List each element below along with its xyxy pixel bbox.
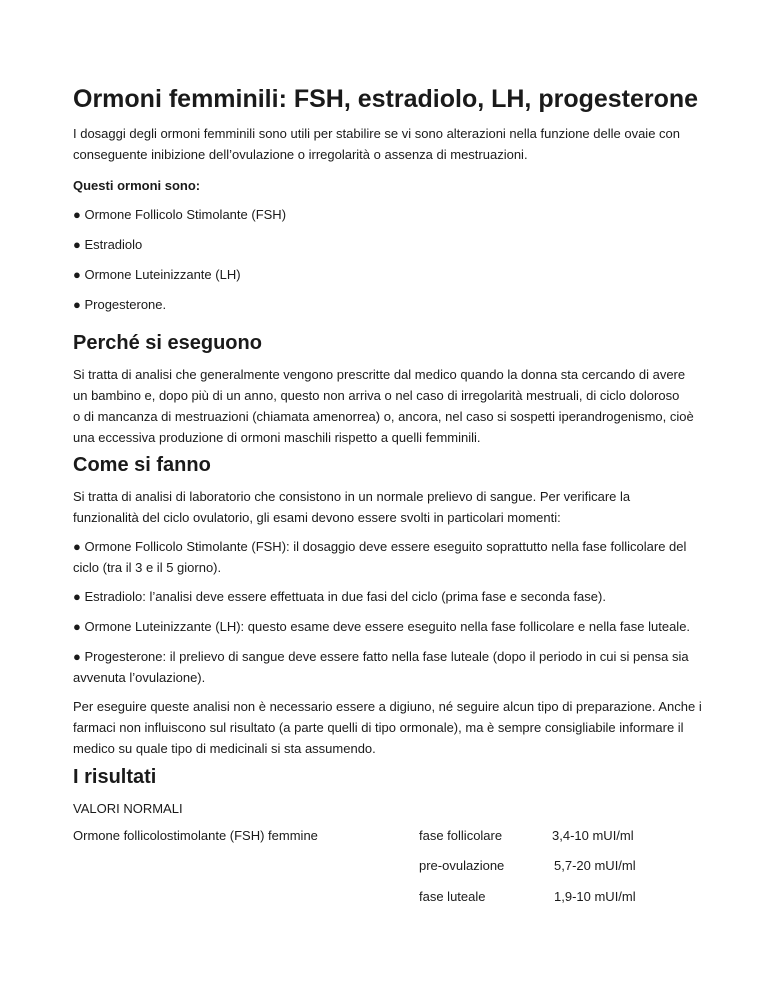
paragraph-line: o di mancanza di mestruazioni (chiamata amenorrea) o, ancora, nel caso si sospetti iperandrogenismo, cioè <box>73 409 694 424</box>
intro-line: I dosaggi degli ormoni femminili sono utili per stabilire se vi sono alterazioni nella funzione delle ovaie con <box>73 126 681 141</box>
hormones-heading: Questi ormoni sono: <box>73 178 201 193</box>
how-outro-paragraph <box>73 696 703 759</box>
paragraph-line: Si tratta di analisi di laboratorio che consistono in un normale prelievo di sangue. Per verificare la <box>73 489 631 504</box>
paragraph-line: ● Progesterone: il prelievo di sangue deve essere fatto nella fase luteale (dopo il periodo in cui si pensa sia <box>73 649 689 664</box>
paragraph-line: medico su quale tipo di medicinali si sta assumendo. <box>73 741 376 756</box>
results-phase: fase follicolare <box>419 828 503 843</box>
how-list-item-fsh <box>73 536 703 578</box>
hormone-list-item: ● Progesterone. <box>73 297 167 312</box>
section-heading-results: I risultati <box>73 766 157 788</box>
hormone-list-item: ● Ormone Follicolo Stimolante (FSH) <box>73 207 287 222</box>
how-list-item-lh: ● Ormone Luteinizzante (LH): questo esame deve essere eseguito nella fase follicolare e nella fase luteale. <box>73 619 691 634</box>
hormone-list-item: ● Estradiolo <box>73 237 143 252</box>
how-intro-paragraph <box>73 486 703 528</box>
paragraph-line: farmaci non influiscono sul risultato (a parte quelli di tipo ormonale), ma è sempre consigliabile informare il <box>73 720 684 735</box>
page-title: Ormoni femminili: FSH, estradiolo, LH, progesterone <box>73 85 699 113</box>
paragraph-line: Per eseguire queste analisi non è necessario essere a digiuno, né seguire alcun tipo di preparazione. Anche i <box>73 699 702 714</box>
paragraph-line: Si tratta di analisi che generalmente vengono prescritte dal medico quando la donna sta cercando di avere <box>73 367 686 382</box>
paragraph-line: funzionalità del ciclo ovulatorio, gli esami devono essere svolti in particolari momenti: <box>73 510 561 525</box>
results-value: 5,7-20 mUI/ml <box>554 858 636 873</box>
section-heading-how: Come si fanno <box>73 454 211 476</box>
results-subheading: VALORI NORMALI <box>73 801 183 816</box>
how-list-item-progesterone <box>73 646 703 688</box>
why-paragraph <box>73 364 703 448</box>
paragraph-line: ciclo (tra il 3 e il 5 giorno). <box>73 560 222 575</box>
paragraph-line: un bambino e, dopo più di un anno, questo non arriva o nel caso di irregolarità mestruali, di ciclo doloroso <box>73 388 680 403</box>
intro-paragraph <box>73 123 703 165</box>
hormone-list-item: ● Ormone Luteinizzante (LH) <box>73 267 241 282</box>
paragraph-line: avvenuta l’ovulazione). <box>73 670 206 685</box>
paragraph-line: ● Ormone Follicolo Stimolante (FSH): il dosaggio deve essere eseguito soprattutto nella fase follicolare del <box>73 539 687 554</box>
paragraph-line: una eccessiva produzione di ormoni maschili rispetto a quelli femminili. <box>73 430 481 445</box>
results-phase: pre-ovulazione <box>419 858 505 873</box>
results-test-name: Ormone follicolostimolante (FSH) femmine <box>73 828 318 843</box>
intro-line: conseguente inibizione dell’ovulazione o irregolarità o assenza di mestruazioni. <box>73 147 528 162</box>
results-value: 3,4-10 mUI/ml <box>552 828 634 843</box>
results-phase: fase luteale <box>419 889 486 904</box>
section-heading-why: Perché si eseguono <box>73 332 262 354</box>
how-list-item-estradiolo: ● Estradiolo: l’analisi deve essere effettuata in due fasi del ciclo (prima fase e seconda fase). <box>73 589 606 604</box>
results-value: 1,9-10 mUI/ml <box>554 889 636 904</box>
